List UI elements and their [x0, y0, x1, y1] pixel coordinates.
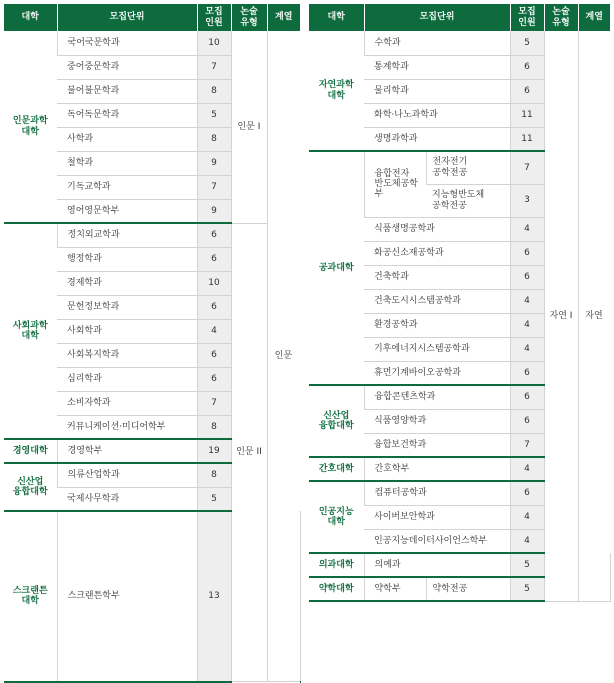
dept-cell: 소비자학과 [57, 391, 197, 415]
dept-cell: 컴퓨터공학과 [364, 481, 510, 505]
dept-cell: 화학·나노과학과 [364, 103, 510, 127]
dept-cell: 사회학과 [57, 319, 197, 343]
essay-type-cell: 인문 I [231, 31, 267, 223]
college-cell: 인공지능 대학 [309, 481, 364, 553]
quota-cell: 7 [197, 55, 231, 79]
dept-cell: 물리학과 [364, 79, 510, 103]
quota-cell: 6 [197, 367, 231, 391]
dept-cell: 식품영양학과 [364, 409, 510, 433]
quota-cell: 11 [510, 103, 544, 127]
quota-cell: 4 [510, 529, 544, 553]
college-cell: 스크랜튼 대학 [4, 511, 57, 682]
dept-cell: 융합보건학과 [364, 433, 510, 457]
header-quota: 모집 인원 [510, 4, 544, 31]
quota-cell: 5 [197, 487, 231, 511]
dept-cell: 기후에너지시스템공학과 [364, 337, 510, 361]
quota-cell: 8 [197, 415, 231, 439]
dept-cell: 문헌정보학과 [57, 295, 197, 319]
quota-cell: 8 [197, 463, 231, 487]
quota-cell: 7 [197, 391, 231, 415]
quota-cell: 6 [510, 241, 544, 265]
dept-cell: 철학과 [57, 151, 197, 175]
dept-cell: 간호학부 [364, 457, 510, 481]
college-cell: 인문과학 대학 [4, 31, 57, 223]
quota-cell: 7 [510, 151, 544, 184]
quota-cell: 6 [510, 361, 544, 385]
quota-cell: 6 [510, 55, 544, 79]
quota-cell: 4 [510, 505, 544, 529]
dept-group-cell: 융합전자 반도체공학부 [364, 151, 426, 217]
dept-cell: 스크랜튼학부 [57, 511, 197, 682]
quota-cell: 6 [197, 295, 231, 319]
dept-cell: 전자전기 공학전공 [426, 151, 510, 184]
table-row [4, 223, 300, 247]
quota-cell: 6 [197, 343, 231, 367]
header-essay-type: 논술 유형 [544, 4, 578, 31]
dept-cell: 경영학부 [57, 439, 197, 463]
major-cell: 약학전공 [426, 577, 510, 601]
college-cell: 신산업 융합대학 [4, 463, 57, 511]
header-essay-type: 논술 유형 [231, 4, 267, 31]
header-quota: 모집 인원 [197, 4, 231, 31]
dept-cell: 생명과학과 [364, 127, 510, 151]
dept-cell: 식품생명공학과 [364, 217, 510, 241]
dept-cell: 중어중문학과 [57, 55, 197, 79]
dept-cell: 환경공학과 [364, 313, 510, 337]
dept-cell: 독어독문학과 [57, 103, 197, 127]
right-quota-table [309, 4, 610, 602]
dept-cell: 영어영문학부 [57, 199, 197, 223]
dept-cell: 정치외교학과 [57, 223, 197, 247]
quota-cell: 6 [510, 79, 544, 103]
college-cell: 자연과학 대학 [309, 31, 364, 151]
dept-cell: 의예과 [364, 553, 510, 577]
dept-cell: 융합콘텐츠학과 [364, 385, 510, 409]
quota-cell: 4 [510, 337, 544, 361]
quota-cell: 5 [510, 31, 544, 55]
college-cell: 약학대학 [309, 577, 364, 601]
right-header-row [309, 4, 610, 31]
dept-cell: 약학부 [364, 577, 426, 601]
quota-cell: 8 [197, 79, 231, 103]
quota-cell: 19 [197, 439, 231, 463]
college-cell: 간호대학 [309, 457, 364, 481]
quota-cell: 11 [510, 127, 544, 151]
dept-cell: 심리학과 [57, 367, 197, 391]
essay-type-cell: 자연 I [544, 31, 578, 601]
dept-cell: 커뮤니케이션·미디어학부 [57, 415, 197, 439]
quota-cell: 13 [197, 511, 231, 682]
college-cell: 신산업 융합대학 [309, 385, 364, 457]
quota-cell: 10 [197, 31, 231, 55]
series-cell: 자연 [578, 31, 610, 601]
dept-cell: 화공신소재공학과 [364, 241, 510, 265]
dept-cell: 국제사무학과 [57, 487, 197, 511]
dept-cell: 기독교학과 [57, 175, 197, 199]
dept-cell: 통계학과 [364, 55, 510, 79]
table-row [4, 31, 300, 55]
dept-cell: 수학과 [364, 31, 510, 55]
quota-cell: 9 [197, 151, 231, 175]
header-college: 대학 [309, 4, 364, 31]
dept-cell: 건축학과 [364, 265, 510, 289]
dept-cell: 국어국문학과 [57, 31, 197, 55]
dept-cell: 지능형반도체 공학전공 [426, 184, 510, 217]
header-unit: 모집단위 [57, 4, 197, 31]
dept-cell: 건축도시시스템공학과 [364, 289, 510, 313]
quota-cell: 6 [510, 481, 544, 505]
essay-type-cell: 인문 II [231, 223, 267, 682]
dept-cell: 의류산업학과 [57, 463, 197, 487]
quota-cell: 10 [197, 271, 231, 295]
left-quota-table [4, 4, 300, 683]
quota-cell: 6 [510, 409, 544, 433]
dept-cell: 사학과 [57, 127, 197, 151]
dept-cell: 사이버보안학과 [364, 505, 510, 529]
dept-cell: 휴먼기계바이오공학과 [364, 361, 510, 385]
quota-cell: 4 [510, 313, 544, 337]
quota-cell: 3 [510, 184, 544, 217]
quota-cell: 6 [510, 265, 544, 289]
quota-cell: 7 [510, 433, 544, 457]
table-row [309, 31, 610, 55]
quota-cell: 6 [197, 223, 231, 247]
series-cell: 인문 [267, 31, 300, 682]
header-series: 계열 [267, 4, 300, 31]
quota-cell: 5 [510, 553, 544, 577]
quota-cell: 4 [197, 319, 231, 343]
dept-cell: 불어불문학과 [57, 79, 197, 103]
quota-cell: 4 [510, 217, 544, 241]
college-cell: 경영대학 [4, 439, 57, 463]
quota-cell: 4 [510, 457, 544, 481]
dept-cell: 경제학과 [57, 271, 197, 295]
college-cell: 공과대학 [309, 151, 364, 385]
header-college: 대학 [4, 4, 57, 31]
quota-cell: 5 [197, 103, 231, 127]
college-cell: 사회과학 대학 [4, 223, 57, 439]
dept-cell: 인공지능데이터사이언스학부 [364, 529, 510, 553]
dept-cell: 사회복지학과 [57, 343, 197, 367]
dept-cell: 행정학과 [57, 247, 197, 271]
quota-cell: 5 [510, 577, 544, 601]
header-series: 계열 [578, 4, 610, 31]
quota-cell: 6 [510, 385, 544, 409]
quota-cell: 9 [197, 199, 231, 223]
quota-cell: 6 [197, 247, 231, 271]
quota-cell: 7 [197, 175, 231, 199]
college-cell: 의과대학 [309, 553, 364, 577]
quota-cell: 8 [197, 127, 231, 151]
left-header-row [4, 4, 300, 31]
quota-cell: 4 [510, 289, 544, 313]
header-unit: 모집단위 [364, 4, 510, 31]
